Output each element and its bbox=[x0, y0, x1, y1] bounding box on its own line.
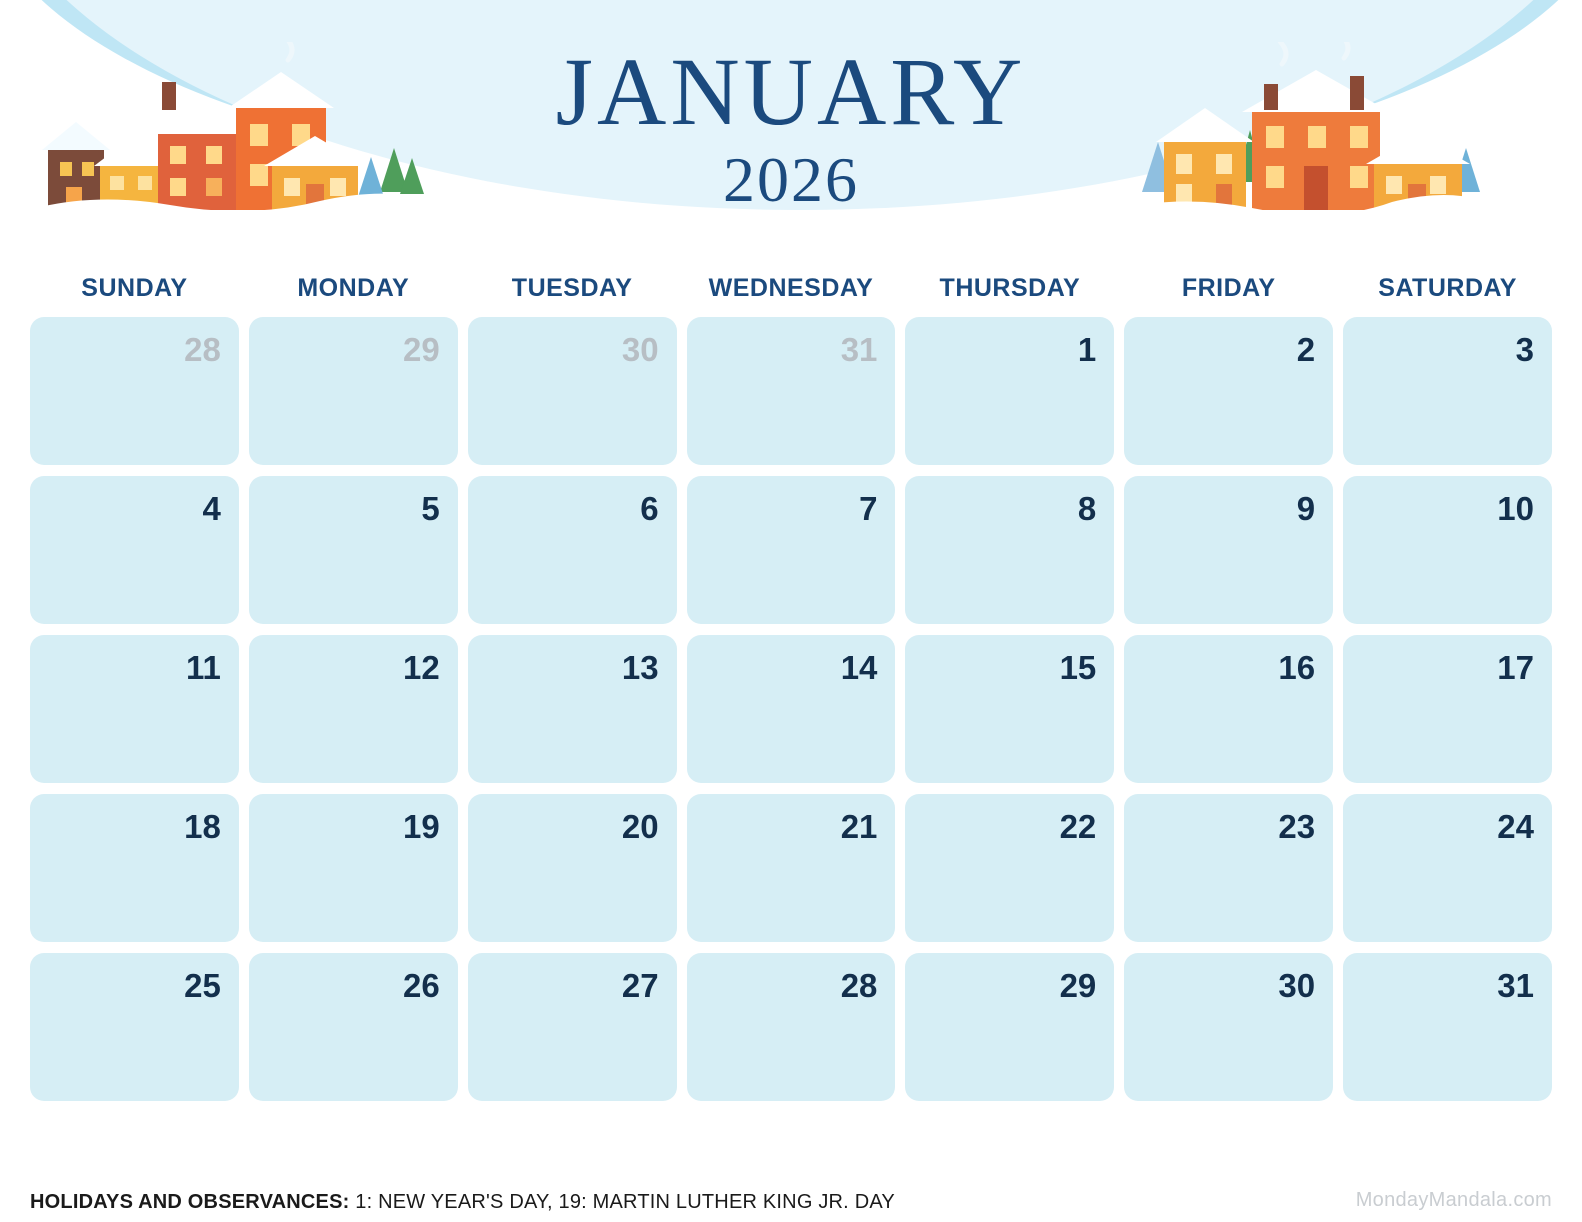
calendar-week-row bbox=[30, 953, 1552, 1101]
day-cell[interactable] bbox=[1343, 794, 1552, 942]
day-cell[interactable] bbox=[905, 635, 1114, 783]
day-cell[interactable] bbox=[249, 476, 458, 624]
day-cell[interactable] bbox=[1124, 635, 1333, 783]
weekday-thursday: THURSDAY bbox=[939, 274, 1081, 302]
day-number: 31 bbox=[1497, 967, 1534, 1004]
weekday-sunday: SUNDAY bbox=[81, 274, 188, 302]
day-number: 14 bbox=[840, 649, 878, 686]
weekday-header-row bbox=[30, 262, 1552, 317]
weekday-tuesday: TUESDAY bbox=[511, 274, 633, 302]
holidays-label: HOLIDAYS AND OBSERVANCES: bbox=[30, 1191, 350, 1213]
day-number: 10 bbox=[1497, 490, 1534, 527]
year-title: 2026 bbox=[723, 144, 859, 215]
day-number: 23 bbox=[1278, 808, 1316, 845]
day-number: 29 bbox=[402, 331, 440, 368]
day-number: 28 bbox=[184, 331, 221, 368]
day-cell[interactable] bbox=[468, 635, 677, 783]
day-number: 20 bbox=[621, 808, 659, 845]
day-cell[interactable] bbox=[30, 476, 239, 624]
holidays-list: 1: NEW YEAR'S DAY, 19: MARTIN LUTHER KING JR. DAY bbox=[349, 1191, 895, 1213]
day-cell[interactable] bbox=[687, 635, 896, 783]
day-cell[interactable] bbox=[468, 476, 677, 624]
day-cell[interactable] bbox=[905, 794, 1114, 942]
day-number: 11 bbox=[185, 649, 221, 686]
day-number: 5 bbox=[421, 490, 440, 527]
day-cell[interactable] bbox=[1343, 476, 1552, 624]
day-number: 19 bbox=[402, 808, 440, 845]
day-number: 15 bbox=[1059, 649, 1097, 686]
day-cell[interactable] bbox=[905, 476, 1114, 624]
day-number: 7 bbox=[859, 490, 878, 527]
day-number: 1 bbox=[1077, 331, 1097, 368]
day-cell[interactable] bbox=[687, 953, 896, 1101]
day-number: 17 bbox=[1497, 649, 1534, 686]
day-cell[interactable] bbox=[468, 953, 677, 1101]
day-cell[interactable] bbox=[30, 635, 239, 783]
day-number: 30 bbox=[621, 331, 659, 368]
day-number: 26 bbox=[402, 967, 440, 1004]
day-number: 8 bbox=[1077, 490, 1097, 527]
day-cell[interactable] bbox=[468, 794, 677, 942]
day-number: 30 bbox=[1278, 967, 1316, 1004]
day-cell[interactable] bbox=[249, 317, 458, 465]
day-cell[interactable] bbox=[1343, 317, 1552, 465]
day-cell[interactable] bbox=[30, 953, 239, 1101]
calendar-week-row bbox=[30, 317, 1552, 465]
calendar-week-row bbox=[30, 635, 1552, 783]
day-number: 22 bbox=[1059, 808, 1097, 845]
calendar-footer bbox=[0, 1189, 1582, 1214]
brand-watermark: MondayMandala.com bbox=[1355, 1189, 1552, 1211]
calendar-week-row bbox=[30, 794, 1552, 942]
day-number: 28 bbox=[840, 967, 878, 1004]
day-number: 16 bbox=[1278, 649, 1316, 686]
day-number: 25 bbox=[184, 967, 221, 1004]
calendar-header-banner bbox=[0, 0, 1582, 262]
day-cell[interactable] bbox=[1343, 635, 1552, 783]
day-cell[interactable] bbox=[1124, 953, 1333, 1101]
day-number: 24 bbox=[1497, 808, 1534, 845]
day-cell[interactable] bbox=[249, 794, 458, 942]
day-number: 18 bbox=[184, 808, 221, 845]
day-cell[interactable] bbox=[905, 953, 1114, 1101]
day-number: 13 bbox=[621, 649, 659, 686]
day-cell[interactable] bbox=[905, 317, 1114, 465]
day-cell[interactable] bbox=[249, 635, 458, 783]
day-cell[interactable] bbox=[30, 317, 239, 465]
weekday-friday: FRIDAY bbox=[1181, 274, 1276, 302]
weekday-wednesday: WEDNESDAY bbox=[708, 274, 874, 302]
day-number: 9 bbox=[1296, 490, 1316, 527]
day-cell[interactable] bbox=[468, 317, 677, 465]
day-cell[interactable] bbox=[687, 476, 896, 624]
day-number: 4 bbox=[202, 490, 221, 527]
day-cell[interactable] bbox=[249, 953, 458, 1101]
day-cell[interactable] bbox=[1343, 953, 1552, 1101]
day-number: 6 bbox=[640, 490, 659, 527]
day-cell[interactable] bbox=[30, 794, 239, 942]
weekday-monday: MONDAY bbox=[297, 274, 410, 302]
calendar-title-block bbox=[0, 38, 1582, 220]
day-number: 21 bbox=[840, 808, 878, 845]
weekday-saturday: SATURDAY bbox=[1378, 274, 1517, 302]
day-number: 3 bbox=[1515, 331, 1534, 368]
day-cell[interactable] bbox=[1124, 476, 1333, 624]
day-cell[interactable] bbox=[687, 317, 896, 465]
day-cell[interactable] bbox=[1124, 317, 1333, 465]
day-cell[interactable] bbox=[1124, 794, 1333, 942]
day-cell[interactable] bbox=[687, 794, 896, 942]
day-number: 29 bbox=[1059, 967, 1097, 1004]
day-number: 27 bbox=[621, 967, 659, 1004]
day-number: 2 bbox=[1296, 331, 1316, 368]
holidays-and-observances bbox=[30, 1191, 895, 1214]
calendar-week-row bbox=[30, 476, 1552, 624]
day-number: 12 bbox=[402, 649, 440, 686]
month-title: JANUARY bbox=[555, 38, 1027, 145]
calendar-grid bbox=[0, 262, 1582, 1101]
day-number: 31 bbox=[840, 331, 878, 368]
